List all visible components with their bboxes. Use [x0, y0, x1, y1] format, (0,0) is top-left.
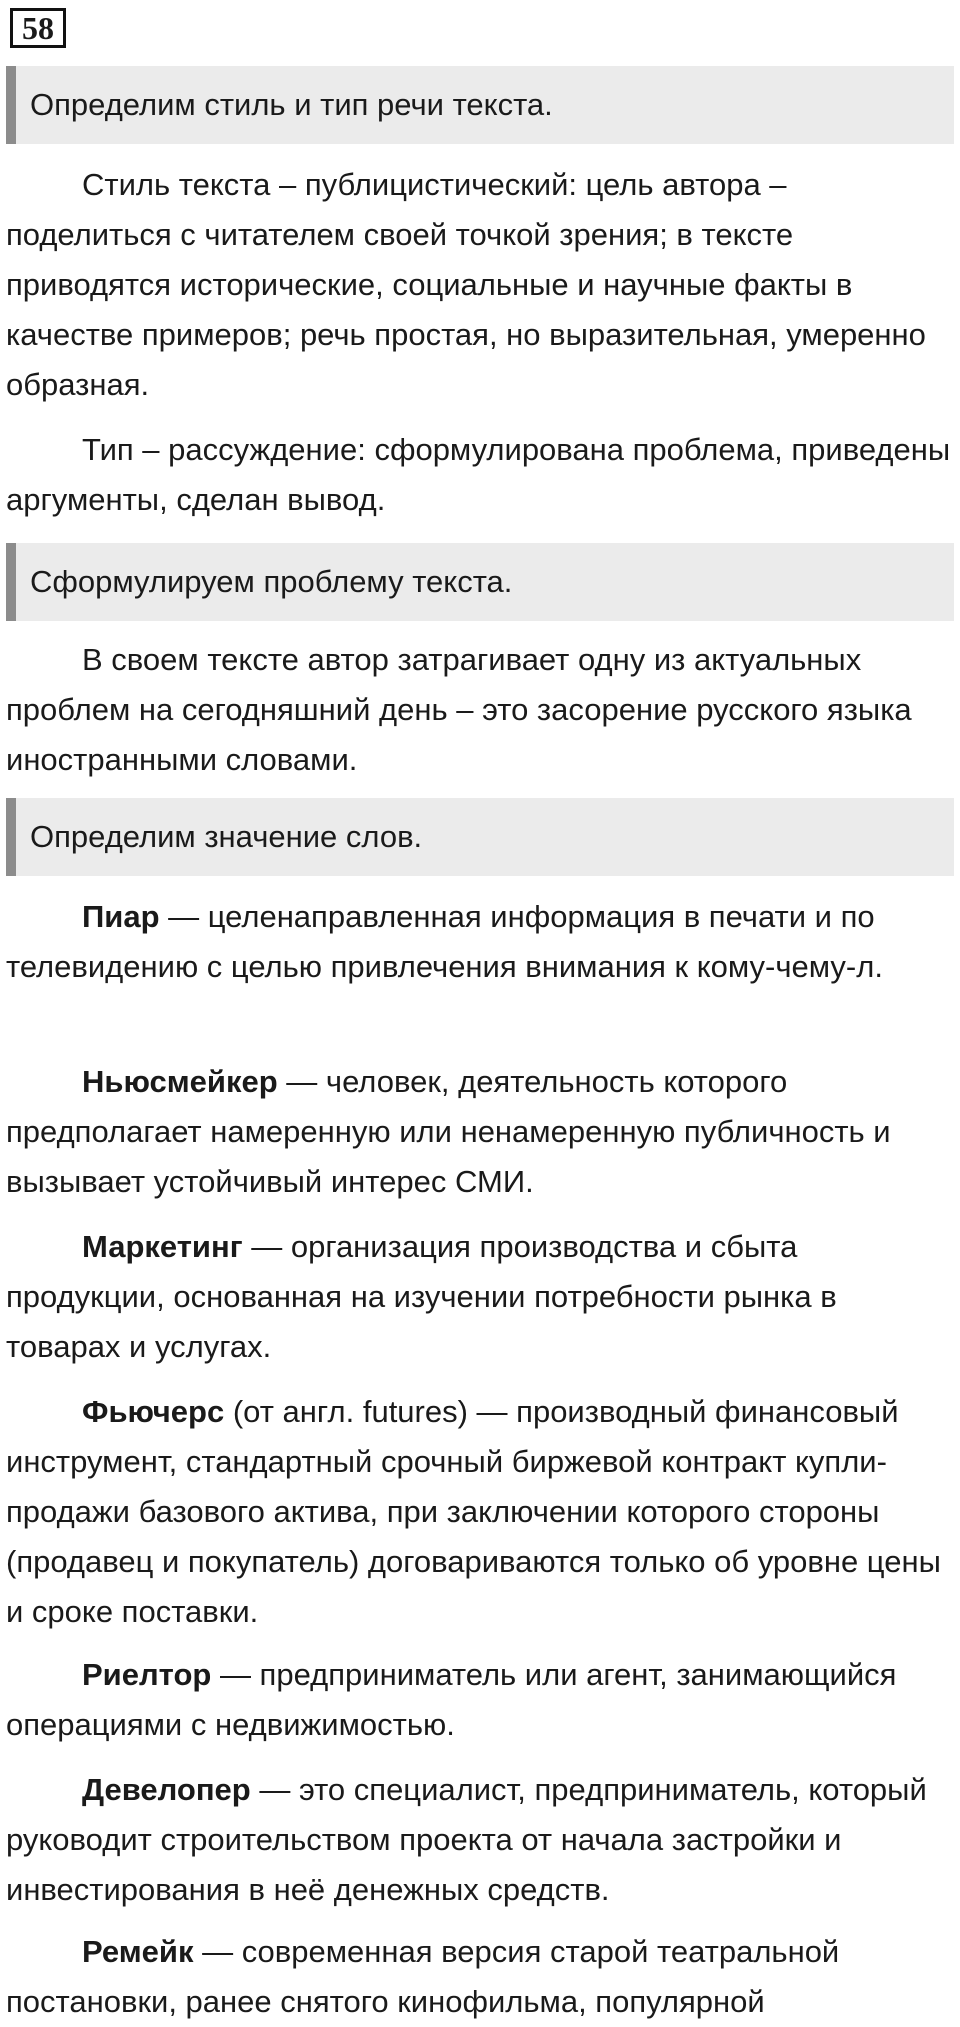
section-heading-problem: Сформулируем проблему текста. [6, 543, 954, 621]
definition-text: (от англ. futures) — производный финансовый инструмент, стандартный срочный биржевой контракт купли-продажи базового актива, при заключении которого стороны (продавец и покупатель) договариваются только об уровне цены и сроке поставки. [6, 1394, 941, 1629]
exercise-number: 58 [10, 8, 66, 48]
definition-item [6, 1387, 954, 1637]
definition-text: — целенаправленная информация в печати и по телевидению с целью привлечения внимания к кому-чему-л. [6, 899, 883, 984]
definition-term: Фьючерс [82, 1394, 225, 1429]
definition-item [6, 1650, 954, 1750]
section-heading-style: Определим стиль и тип речи текста. [6, 66, 954, 144]
definition-item [6, 1927, 954, 2027]
definition-term: Ремейк [82, 1934, 194, 1969]
definition-item [6, 892, 954, 992]
definition-text: — современная версия старой театральной постановки, ранее снятого кинофильма, популярной [6, 1934, 840, 2019]
definition-text: — предприниматель или агент, занимающийся операциями с недвижимостью. [6, 1657, 897, 1742]
paragraph-problem-text: В своем тексте автор затрагивает одну из актуальных проблем на сегодняшний день – это засорение русского языка иностранными словами. [6, 642, 912, 777]
definition-term: Пиар [82, 899, 160, 934]
definition-item [6, 1222, 954, 1372]
definition-text: — человек, деятельность которого предполагает намеренную или ненамеренную публичность и вызывает устойчивый интерес СМИ. [6, 1064, 891, 1199]
paragraph-problem [6, 635, 954, 785]
paragraph-style-text: Стиль текста – публицистический: цель автора – поделиться с читателем своей точкой зрения; в тексте приводятся исторические, социальные и научные факты в качестве примеров; речь простая, но выразительная, умеренно образная. [6, 167, 926, 402]
definition-term: Маркетинг [82, 1229, 243, 1264]
definition-term: Риелтор [82, 1657, 212, 1692]
definition-item [6, 1765, 954, 1915]
definition-text: — это специалист, предприниматель, который руководит строительством проекта от начала застройки и инвестирования в неё денежных средств. [6, 1772, 927, 1907]
definition-term: Ньюсмейкер [82, 1064, 278, 1099]
definition-item [6, 1057, 954, 1207]
paragraph-style [6, 160, 954, 410]
definition-term: Девелопер [82, 1772, 251, 1807]
paragraph-type [6, 425, 954, 525]
paragraph-type-text: Тип – рассуждение: сформулирована проблема, приведены аргументы, сделан вывод. [6, 432, 951, 517]
definition-text: — организация производства и сбыта продукции, основанная на изучении потребности рынка в товарах и услугах. [6, 1229, 837, 1364]
section-heading-words: Определим значение слов. [6, 798, 954, 876]
